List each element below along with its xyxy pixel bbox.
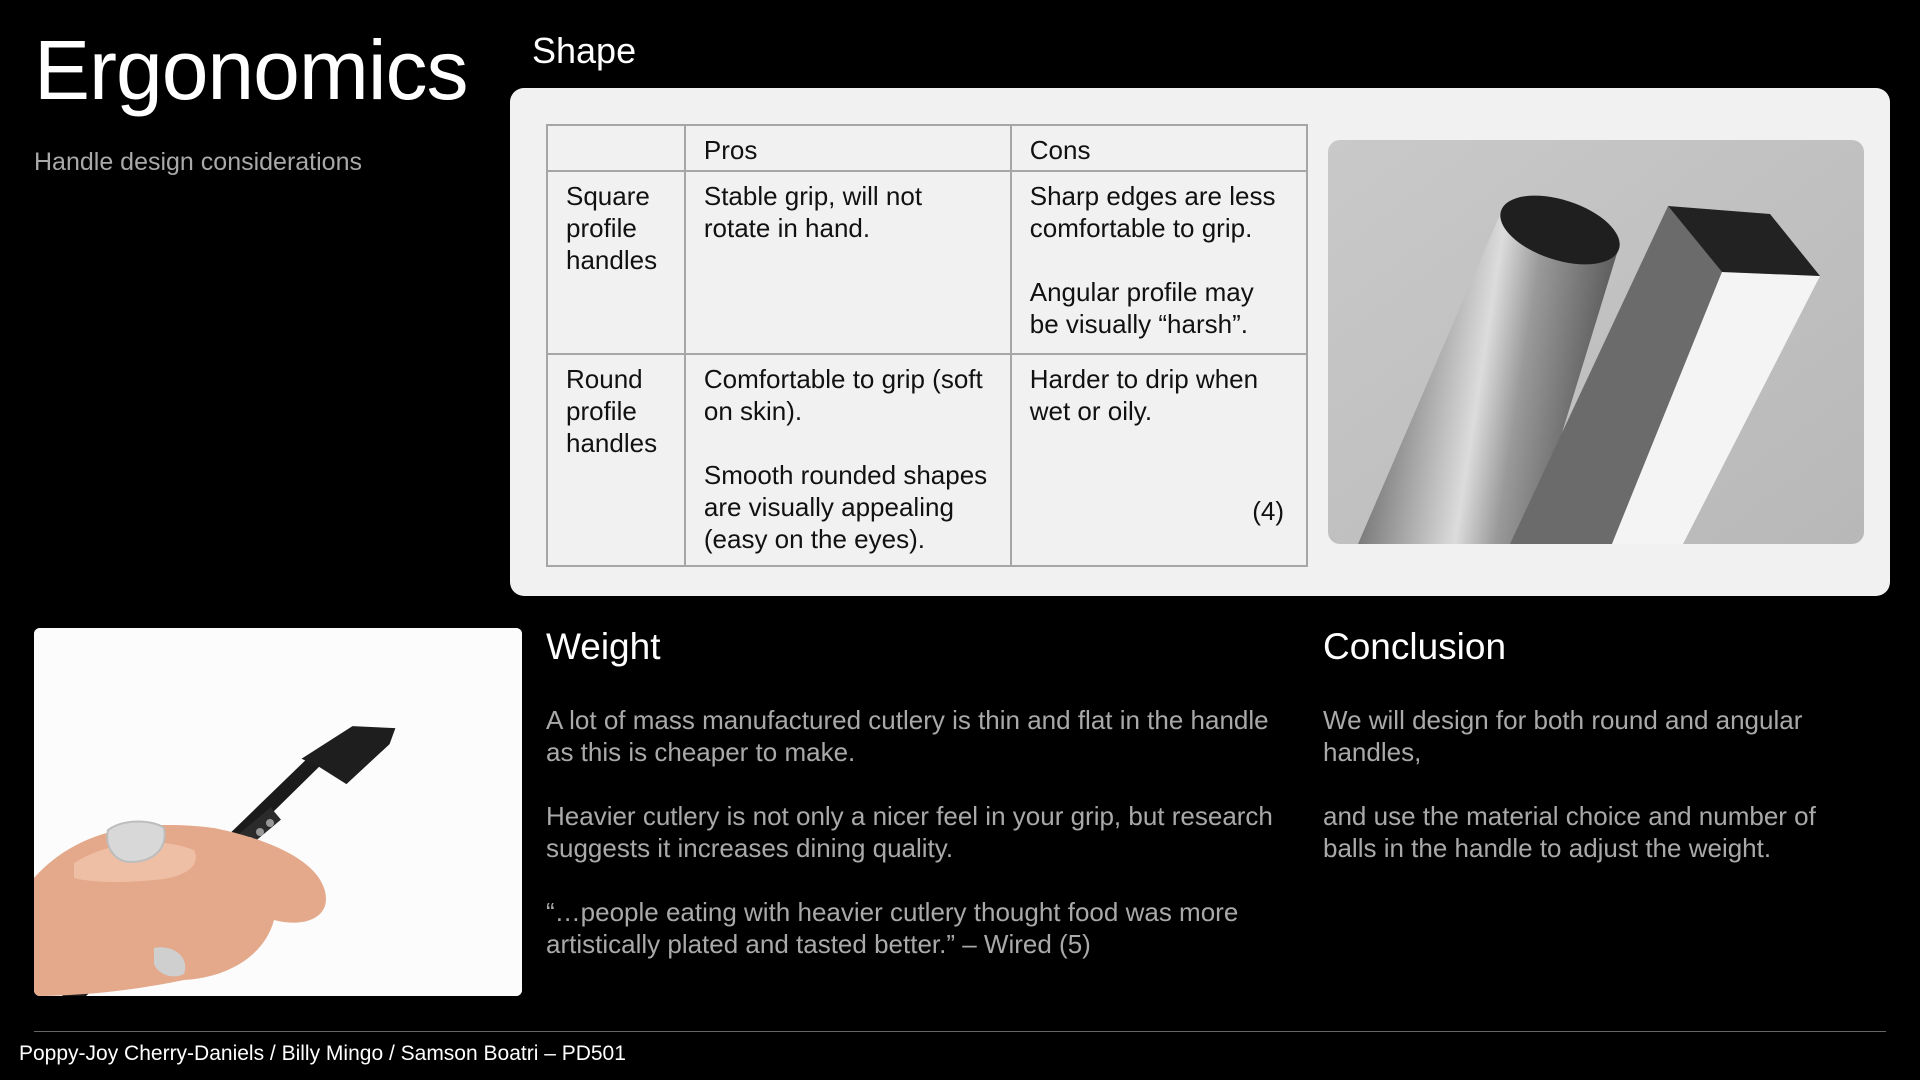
round-cons-cell <box>1011 354 1307 567</box>
conclusion-paragraph-2: and use the material choice and number of balls in the handle to adjust the weight. <box>1323 801 1816 863</box>
shape-heading: Shape <box>532 30 637 71</box>
shape-panel <box>510 88 1890 596</box>
square-cons-cell <box>1011 171 1307 353</box>
conclusion-paragraph-1: We will design for both round and angular handles, <box>1323 705 1803 767</box>
weight-heading: Weight <box>546 626 661 667</box>
weight-paragraph-1: A lot of mass manufactured cutlery is thin and flat in the handle as this is cheaper to make. <box>546 705 1269 767</box>
handle-shapes-render-image <box>1328 140 1864 544</box>
weight-body <box>546 704 1286 992</box>
footer-authors: Poppy-Joy Cherry-Daniels / Billy Mingo / Samson Boatri – PD501 <box>19 1042 626 1065</box>
round-cons-text: Harder to drip when wet or oily. <box>1029 363 1259 426</box>
slide-subtitle: Handle design considerations <box>34 148 362 176</box>
round-pros-cell <box>685 354 1011 567</box>
table-row <box>547 354 1307 567</box>
table-header-cons: Cons <box>1011 125 1307 171</box>
table-header-pros: Pros <box>685 125 1011 171</box>
slide-title: Ergonomics <box>34 23 468 117</box>
reference-number: (4) <box>1252 495 1284 526</box>
table-header-empty <box>547 125 685 171</box>
weight-paragraph-2: Heavier cutlery is not only a nicer feel in your grip, but research suggests it increases dining quality. <box>546 801 1273 863</box>
weight-quote: “…people eating with heavier cutlery thought food was more artistically plated and tasted better.” – Wired (5) <box>546 897 1239 959</box>
round-pros-text-2: Smooth rounded shapes are visually appealing (easy on the eyes). <box>703 459 988 554</box>
square-pros-cell <box>685 171 1011 353</box>
table-header-row <box>547 125 1307 171</box>
footer-divider <box>34 1031 1886 1032</box>
conclusion-body <box>1323 704 1863 896</box>
row-label-square: Square profile handles <box>547 171 685 353</box>
shape-comparison-table <box>546 124 1308 567</box>
row-label-round: Round profile handles <box>547 354 685 567</box>
conclusion-heading: Conclusion <box>1323 626 1507 667</box>
square-cons-text-2: Angular profile may be visually “harsh”. <box>1029 277 1254 340</box>
hand-holding-spoon-photo <box>34 628 522 996</box>
table-row <box>547 171 1307 353</box>
round-pros-text-1: Comfortable to grip (soft on skin). <box>703 363 983 426</box>
square-cons-text-1: Sharp edges are less comfortable to grip. <box>1029 181 1276 244</box>
square-pros-text: Stable grip, will not rotate in hand. <box>703 181 923 244</box>
